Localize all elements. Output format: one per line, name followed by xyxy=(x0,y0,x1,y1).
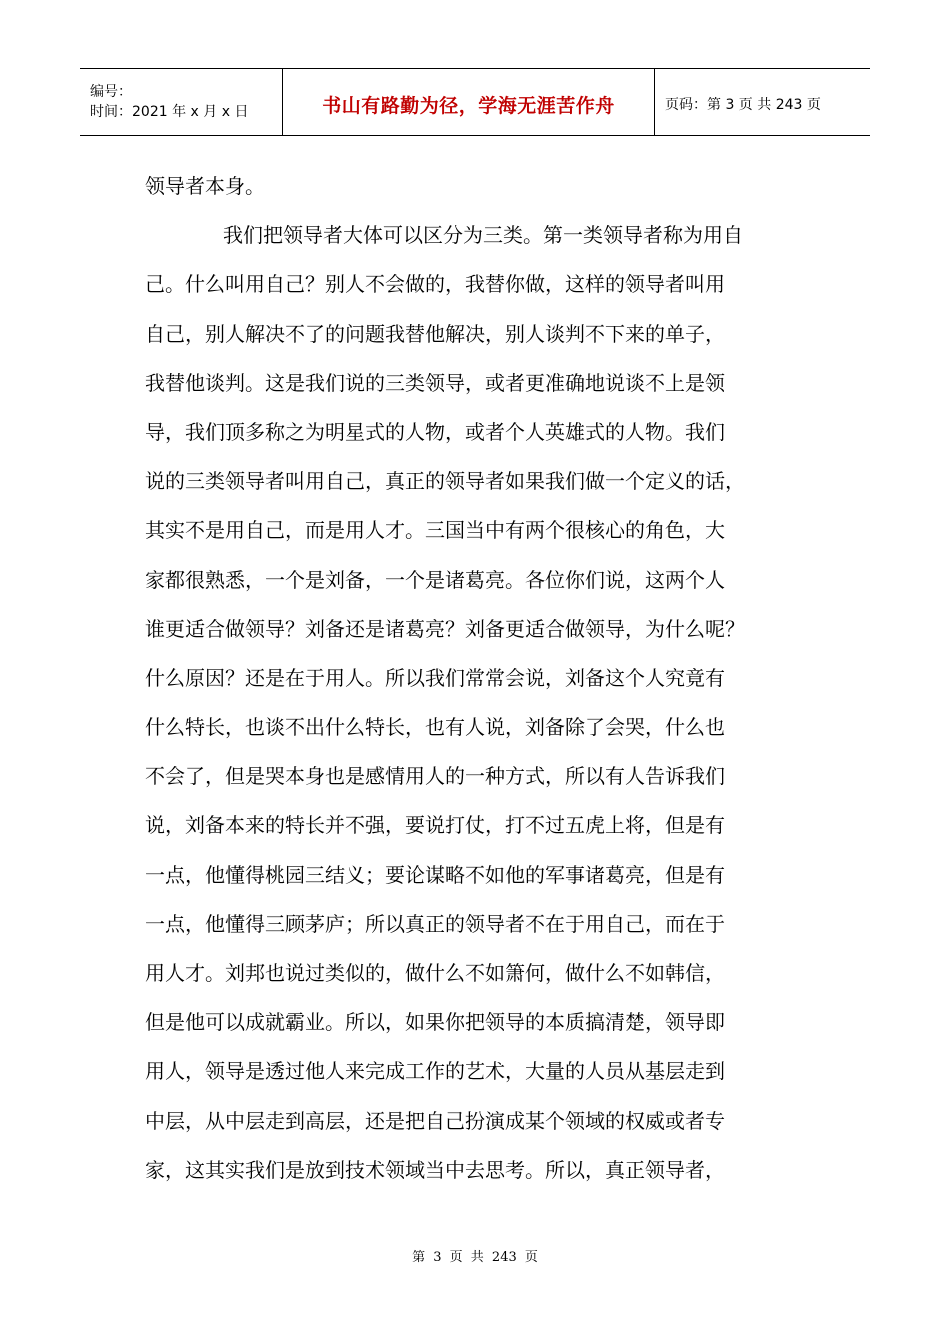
body-line: 但是他可以成就霸业。所以，如果你把领导的本质搞清楚，领导即 xyxy=(145,1010,725,1035)
body-line: 导，我们顶多称之为明星式的人物，或者个人英雄式的人物。我们 xyxy=(145,419,725,444)
page-footer: 第 3 页 共 243 页 xyxy=(412,1250,538,1265)
body-line: 什么原因？还是在于用人。所以我们常常会说，刘备这个人究竟有 xyxy=(145,665,725,690)
body-line: 不会了，但是哭本身也是感情用人的一种方式，所以有人告诉我们 xyxy=(145,764,725,789)
body-line: 中层，从中层走到高层，还是把自己扮演成某个领域的权威或者专 xyxy=(145,1108,725,1133)
header-motto-cell xyxy=(283,69,655,135)
body-line: 我们把领导者大体可以区分为三类。第一类领导者称为用自 xyxy=(223,223,743,248)
body-line: 家，这其实我们是放到技术领域当中去思考。所以，真正领导者， xyxy=(145,1157,725,1182)
header-motto: 书山有路勤为径，学海无涯苦作舟 xyxy=(322,94,615,117)
document-time-label: 时间：2021 年 x 月 x 日 xyxy=(90,104,249,120)
header-page-cell xyxy=(655,69,870,135)
header-meta-cell xyxy=(80,69,283,135)
body-line: 用人，领导是透过他人来完成工作的艺术，大量的人员从基层走到 xyxy=(145,1059,725,1084)
document-body xyxy=(145,162,825,1195)
body-line: 说，刘备本来的特长并不强，要说打仗，打不过五虎上将，但是有 xyxy=(145,813,725,838)
header-page-code: 页码：第 3 页 共 243 页 xyxy=(665,97,821,113)
body-line: 领导者本身。 xyxy=(145,174,265,198)
body-line: 自己，别人解决不了的问题我替他解决，别人谈判不下来的单子， xyxy=(145,321,725,346)
body-line: 一点，他懂得三顾茅庐；所以真正的领导者不在于用自己，而在于 xyxy=(145,911,725,936)
body-line: 什么特长，也谈不出什么特长，也有人说，刘备除了会哭，什么也 xyxy=(145,715,725,740)
body-line: 说的三类领导者叫用自己，真正的领导者如果我们做一个定义的话， xyxy=(145,469,745,494)
page-header xyxy=(80,68,870,136)
body-line: 其实不是用自己，而是用人才。三国当中有两个很核心的角色，大 xyxy=(145,518,725,543)
body-line: 一点，他懂得桃园三结义；要论谋略不如他的军事诸葛亮，但是有 xyxy=(145,862,725,887)
document-number-label: 编号： xyxy=(90,84,132,100)
body-line: 谁更适合做领导？刘备还是诸葛亮？刘备更适合做领导，为什么呢？ xyxy=(145,616,745,641)
body-line: 己。什么叫用自己？别人不会做的，我替你做，这样的领导者叫用 xyxy=(145,272,725,297)
body-line: 家都很熟悉，一个是刘备，一个是诸葛亮。各位你们说，这两个人 xyxy=(145,567,725,592)
body-line: 用人才。刘邦也说过类似的，做什么不如箫何，做什么不如韩信， xyxy=(145,961,725,985)
body-line: 我替他谈判。这是我们说的三类领导，或者更准确地说谈不上是领 xyxy=(145,370,725,395)
